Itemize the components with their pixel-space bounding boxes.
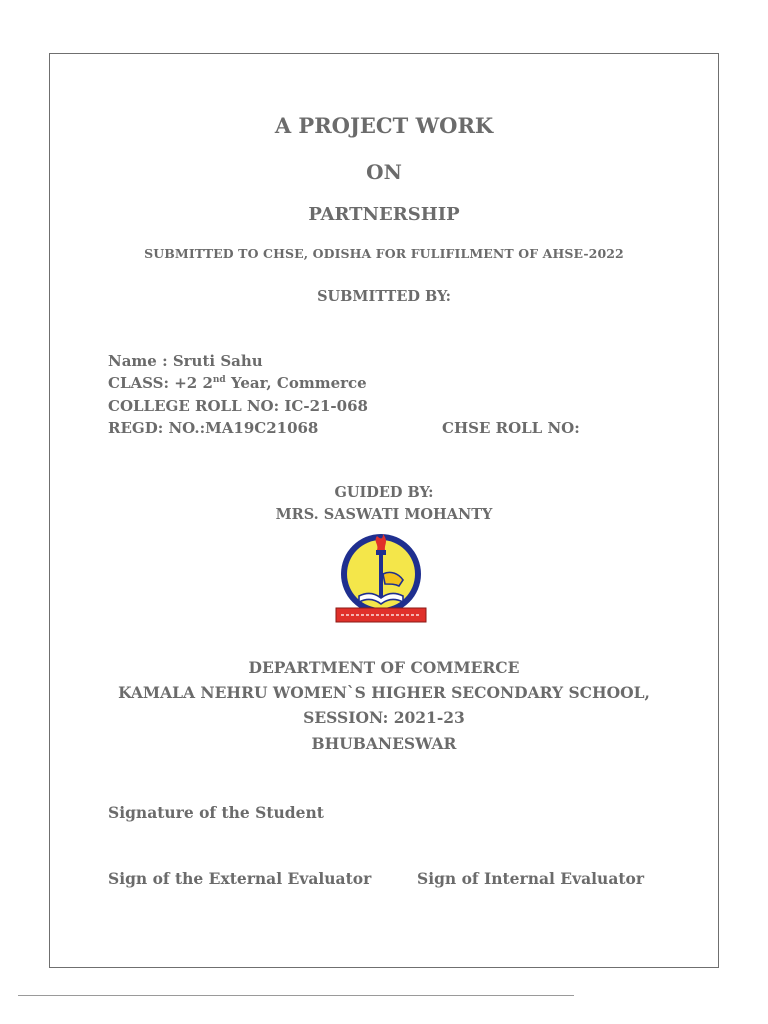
external-evaluator-signature-label: Sign of the External Evaluator	[108, 869, 372, 888]
student-name: Name : Sruti Sahu	[108, 352, 263, 370]
class-suffix: Year, Commerce	[225, 374, 367, 392]
chse-roll-number: CHSE ROLL NO:	[442, 419, 580, 437]
torch-handle	[379, 555, 383, 599]
torch-cup	[376, 550, 386, 555]
class-prefix: CLASS: +2 2	[108, 374, 213, 392]
guide-name: MRS. SASWATI MOHANTY	[275, 506, 493, 523]
college-roll-number: COLLEGE ROLL NO: IC-21-068	[108, 397, 368, 415]
torch-hand-emblem-icon	[333, 530, 429, 630]
department-name: DEPARTMENT OF COMMERCE	[248, 658, 520, 677]
student-signature-label: Signature of the Student	[108, 803, 324, 822]
student-class	[108, 374, 367, 392]
class-ordinal: nd	[212, 375, 226, 385]
city: BHUBANESWAR	[311, 734, 457, 753]
project-title: A PROJECT WORK	[274, 113, 494, 138]
guided-by-label: GUIDED BY:	[334, 484, 434, 501]
on-label: ON	[366, 160, 402, 184]
bottom-rule	[18, 995, 574, 996]
school-name: KAMALA NEHRU WOMEN`S HIGHER SECONDARY SCHOOL,	[118, 683, 650, 702]
submitted-to-line: SUBMITTED TO CHSE, ODISHA FOR FULIFILMENT OF AHSE-2022	[144, 246, 624, 261]
submitted-by-label: SUBMITTED BY:	[317, 288, 451, 305]
session: SESSION: 2021-23	[303, 708, 465, 727]
registration-number: REGD: NO.:MA19C21068	[108, 419, 319, 437]
project-topic: PARTNERSHIP	[308, 204, 460, 225]
internal-evaluator-signature-label: Sign of Internal Evaluator	[417, 869, 645, 888]
